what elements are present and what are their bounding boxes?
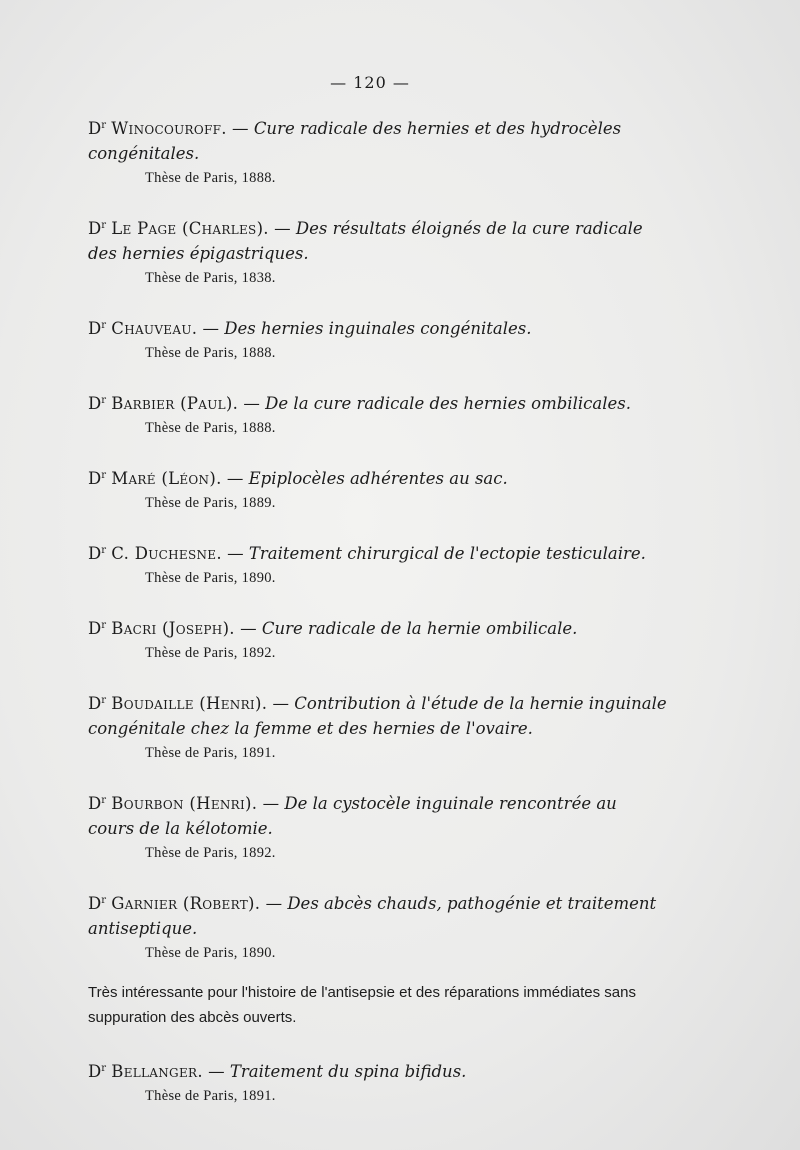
thesis-reference: Thèse de Paris, 1891. bbox=[145, 745, 276, 761]
annotation-note: Très intéressante pour l'histoire de l'antisepsie et des réparations immédiates sans suppuration des abcès ouverts. bbox=[88, 984, 636, 1026]
bibliography-entry: $D^r$ Bacri (Joseph). — Cure radicale de la hernie ombilicale. Thèse de Paris, 1892. bbox=[88, 613, 668, 662]
author: Bellanger. bbox=[111, 1062, 203, 1081]
author: Bourbon (Henri). bbox=[111, 794, 258, 813]
bibliography-entry: $D^r$ Maré (Léon). — Epiplocèles adhérentes au sac. Thèse de Paris, 1889. bbox=[88, 463, 668, 512]
work-title: Traitement du spina bifidus. bbox=[229, 1062, 467, 1081]
author: Winocouroff. bbox=[111, 119, 227, 138]
author: Barbier (Paul). bbox=[111, 394, 239, 413]
work-title: Des hernies inguinales congénitales. bbox=[224, 319, 532, 338]
work-title: Des résultats éloignés de la cure radicale des hernies épigastriques. bbox=[88, 219, 643, 263]
thesis-reference: Thèse de Paris, 1890. bbox=[145, 945, 276, 961]
bibliography-entry: $D^r$ Winocouroff. — Cure radicale des hernies et des hydrocèles congénitales. Thèse de Paris, 1888. bbox=[88, 113, 668, 187]
author: Le Page (Charles). bbox=[111, 219, 269, 238]
thesis-reference: Thèse de Paris, 1892. bbox=[145, 845, 276, 861]
author: Bacri (Joseph). bbox=[111, 619, 235, 638]
work-title: De la cystocèle inguinale rencontrée au cours de la kélotomie. bbox=[88, 794, 617, 838]
work-title: Traitement chirurgical de l'ectopie testiculaire. bbox=[248, 544, 646, 563]
author: Boudaille (Henri). bbox=[111, 694, 268, 713]
thesis-reference: Thèse de Paris, 1889. bbox=[145, 495, 276, 511]
author: Maré (Léon). bbox=[111, 469, 222, 488]
thesis-reference: Thèse de Paris, 1838. bbox=[145, 270, 276, 286]
bibliography-entry: $D^r$ Boudaille (Henri). — Contribution à l'étude de la hernie inguinale congénitale chez la femme et des hernies de l'ovaire. Thèse de Paris, 1891. bbox=[88, 694, 667, 761]
author: Chauveau. bbox=[111, 319, 198, 338]
bibliography-entry: $D^r$ Chauveau. — Des hernies inguinales congénitales. Thèse de Paris, 1888. bbox=[88, 313, 668, 362]
bibliography-entry: $D^r$ Bourbon (Henri). — De la cystocèle inguinale rencontrée au cours de la kélotomie. Thèse de Paris, 1892. bbox=[88, 788, 668, 862]
work-title: Des abcès chauds, pathogénie et traitement antiseptique. bbox=[88, 894, 657, 938]
thesis-reference: Thèse de Paris, 1891. bbox=[145, 1088, 276, 1104]
work-title: Epiplocèles adhérentes au sac. bbox=[248, 469, 508, 488]
bibliography-entry: $D^r$ Le Page (Charles). — Des résultats éloignés de la cure radicale des hernies épigastriques. Thèse de Paris, 1838. bbox=[88, 213, 668, 287]
author: Garnier (Robert). bbox=[111, 894, 261, 913]
bibliography-entry: $D^r$ Garnier (Robert). — Des abcès chauds, pathogénie et traitement antiseptique. Thèse de Paris, 1890. bbox=[88, 888, 668, 962]
thesis-reference: Thèse de Paris, 1890. bbox=[145, 570, 276, 586]
thesis-reference: Thèse de Paris, 1888. bbox=[145, 170, 276, 186]
bibliography-entry: $D^r$ Barbier (Paul). — De la cure radicale des hernies ombilicales. Thèse de Paris, 1888. bbox=[88, 388, 668, 437]
bibliography-list bbox=[88, 113, 668, 1131]
work-title: Cure radicale des hernies et des hydrocèles congénitales. bbox=[88, 119, 622, 163]
bibliography-entry: $D^r$ Bellanger. — Traitement du spina bifidus. Thèse de Paris, 1891. bbox=[88, 1056, 668, 1105]
author: C. Duchesne. bbox=[111, 544, 222, 563]
thesis-reference: Thèse de Paris, 1888. bbox=[145, 420, 276, 436]
page-number: — 120 — bbox=[330, 73, 410, 92]
thesis-reference: Thèse de Paris, 1888. bbox=[145, 345, 276, 361]
thesis-reference: Thèse de Paris, 1892. bbox=[145, 645, 276, 661]
bibliography-entry: $D^r$ C. Duchesne. — Traitement chirurgical de l'ectopie testiculaire. Thèse de Paris, 1890. bbox=[88, 538, 668, 587]
work-title: Contribution à l'étude de la hernie inguinale congénitale chez la femme et des hernies de l'ovaire. bbox=[88, 694, 667, 738]
work-title: Cure radicale de la hernie ombilicale. bbox=[261, 619, 578, 638]
work-title: De la cure radicale des hernies ombilicales. bbox=[265, 394, 631, 413]
